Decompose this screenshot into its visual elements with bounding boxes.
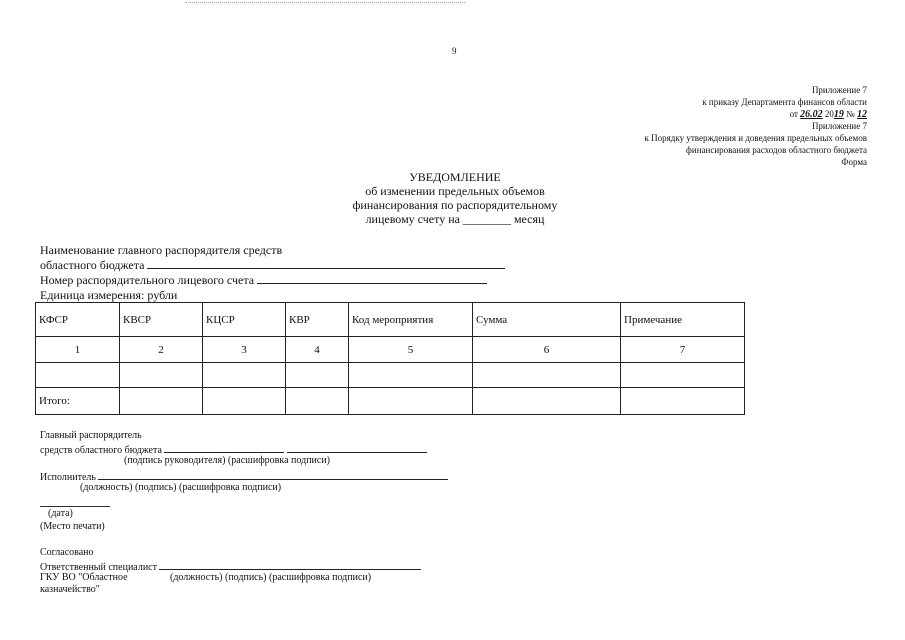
table-cell <box>120 363 203 388</box>
stamp-hint: (Место печати) <box>40 521 105 532</box>
notification-table <box>35 302 745 415</box>
title-line1: об изменении предельных объемов <box>365 184 545 198</box>
table-number-row <box>36 337 745 363</box>
col-number-4: 4 <box>286 337 349 363</box>
table-cell <box>203 388 286 415</box>
table-cell <box>286 363 349 388</box>
title-line3: лицевому счету на ________ месяц <box>365 212 545 226</box>
org-hint: (должность) (подпись) (расшифровка подписи) <box>170 572 372 583</box>
header-note: Примечание <box>621 303 745 337</box>
executor-line <box>98 469 448 480</box>
table-total-row <box>36 388 745 415</box>
manager-signature-line <box>164 442 284 453</box>
table-cell <box>349 363 473 388</box>
document-title <box>300 170 610 226</box>
order-reference: к приказу Департамента финансов области <box>702 97 867 107</box>
order-number: 12 <box>857 109 867 120</box>
agreed-label: Согласовано <box>40 547 94 558</box>
scan-artifact-line <box>185 2 465 3</box>
table-cell <box>120 388 203 415</box>
date-year-prefix: 20 <box>824 109 834 119</box>
table-cell <box>473 363 621 388</box>
table-cell <box>473 388 621 415</box>
appendix-label: Приложение 7 <box>811 85 867 95</box>
unit-label: Единица измерения: рубли <box>40 288 178 302</box>
table-cell <box>349 388 473 415</box>
header-event-code: Код мероприятия <box>349 303 473 337</box>
date-year: 19 <box>833 109 844 120</box>
col-number-5: 5 <box>349 337 473 363</box>
org-label-line2: казначейство" <box>40 584 100 595</box>
col-number-1: 1 <box>36 337 120 363</box>
form-label: Форма <box>841 157 867 167</box>
table-cell <box>286 388 349 415</box>
header-kvsr: КВСР <box>120 303 203 337</box>
appendix-label-2: Приложение 7 <box>811 121 867 131</box>
budget-blank-line <box>147 258 505 269</box>
table-cell <box>621 388 745 415</box>
org-label-line1: ГКУ ВО "Областное <box>40 572 128 583</box>
table-row <box>36 363 745 388</box>
title-main: УВЕДОМЛЕНИЕ <box>409 170 501 184</box>
specialist-text: Ответственный специалист <box>40 562 157 573</box>
executor-text: Исполнитель <box>40 472 96 483</box>
budget-label <box>40 258 505 272</box>
manager-hint: (подпись руководителя) (расшифровка подписи) <box>124 455 331 466</box>
budget-label-text: областного бюджета <box>40 258 145 272</box>
table-cell <box>36 363 120 388</box>
page-number: 9 <box>452 46 457 56</box>
col-number-7: 7 <box>621 337 745 363</box>
table-cell <box>203 363 286 388</box>
manager-budget-text: средств областного бюджета <box>40 445 162 456</box>
col-number-2: 2 <box>120 337 203 363</box>
procedure-ref-line1: к Порядку утверждения и доведения предельных объемов <box>644 133 867 143</box>
manager-label: Главный распорядитель <box>40 430 142 441</box>
main-manager-label: Наименование главного распорядителя средств <box>40 243 283 257</box>
manager-decoding-line <box>287 442 427 453</box>
title-line2: финансирования по распорядительному <box>352 198 558 212</box>
col-number-3: 3 <box>203 337 286 363</box>
account-number-text: Номер распорядительного лицевого счета <box>40 273 255 287</box>
total-label: Итого: <box>36 388 120 415</box>
account-number-label <box>40 273 487 287</box>
executor-hint: (должность) (подпись) (расшифровка подписи) <box>80 482 282 493</box>
header-kfsr: КФСР <box>36 303 120 337</box>
procedure-ref-line2: финансирования расходов областного бюджета <box>686 145 867 155</box>
specialist-line <box>159 559 421 570</box>
date-day: 26.02 <box>800 109 823 120</box>
col-number-6: 6 <box>473 337 621 363</box>
number-sign: № <box>846 109 855 119</box>
date-prefix: от <box>789 109 798 119</box>
header-kvr: КВР <box>286 303 349 337</box>
table-cell <box>621 363 745 388</box>
account-blank-line <box>257 273 487 284</box>
header-sum: Сумма <box>473 303 621 337</box>
table-header-row <box>36 303 745 337</box>
date-blank-line <box>40 506 110 507</box>
header-kcsr: КЦСР <box>203 303 286 337</box>
date-hint: (дата) <box>48 508 73 519</box>
